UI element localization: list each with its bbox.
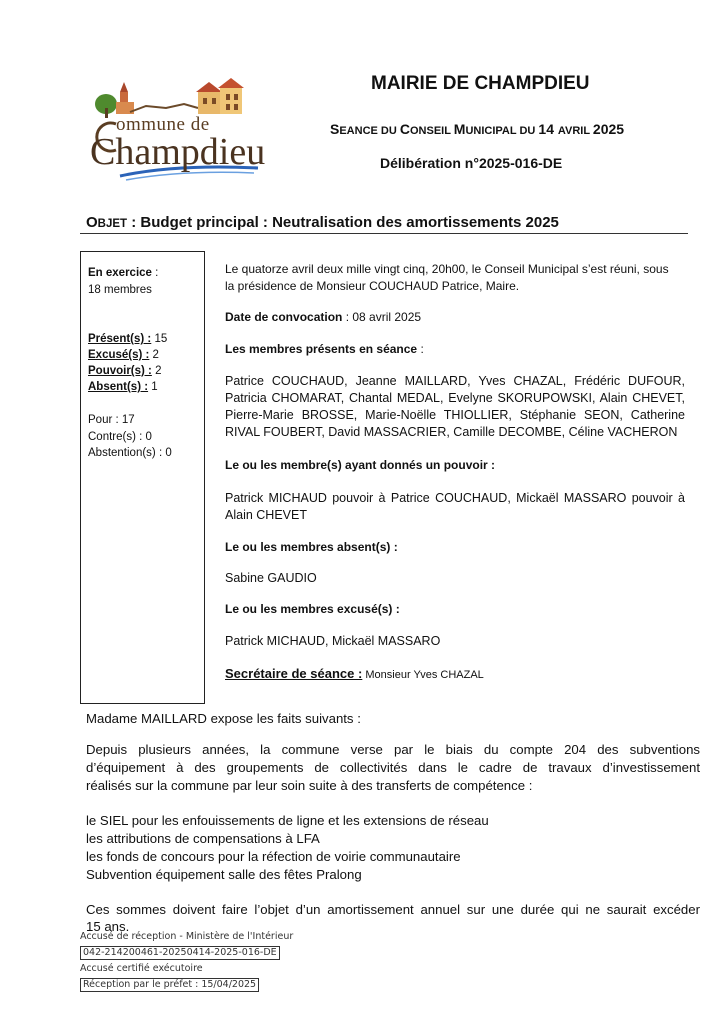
excuses-heading: Le ou les membres excusé(s) :: [225, 602, 400, 616]
excuse-row: Excusé(s) : 2: [88, 349, 159, 361]
en-exercice-row: En exercice :: [88, 267, 159, 279]
present-row: Présent(s) : 15: [88, 333, 168, 345]
vote-summary-box: [80, 251, 205, 704]
en-exercice-value: 18 membres: [88, 284, 152, 296]
excuses-value: Patrick MICHAUD, Mickaël MASSARO: [225, 634, 441, 648]
absent-row: Absent(s) : 1: [88, 381, 158, 393]
pouvoir-heading: Le ou les membre(s) ayant donnés un pouvoir :: [225, 458, 496, 472]
presents-list-line: Patrice COUCHAUD, Jeanne MAILLARD, Yves CHAZAL, Frédéric DUFOUR,: [225, 374, 685, 388]
seance-title: SEANCE DU CONSEIL MUNICIPAL DU 14 AVRIL 2025: [330, 121, 625, 137]
pour-count: Pour : 17: [88, 414, 135, 426]
presents-list-line: Patricia CHOMARAT, Chantal MEDAL, Evelyne SKORUPOWSKI, Alain CHEVET,: [225, 391, 685, 405]
presents-heading: Les membres présents en séance :: [225, 342, 424, 356]
presents-list-line: RIVAL FOUBERT, David MASSACRIER, Camille DECOMBE, Céline VACHERON: [225, 425, 678, 439]
secretaire-row: Secrétaire de séance : Monsieur Yves CHAZAL: [225, 666, 484, 681]
expose-line: Madame MAILLARD expose les faits suivants :: [86, 711, 361, 726]
absents-heading: Le ou les membres absent(s) :: [225, 540, 398, 554]
list-item: Subvention équipement salle des fêtes Pralong: [86, 867, 362, 882]
para1-line: d’équipement à des groupements de collectivités dans le cadre de travaux d’investissement: [86, 760, 700, 775]
commune-logo: [86, 78, 264, 182]
contre-count: Contre(s) : 0: [88, 431, 152, 443]
para2-line: Ces sommes doivent faire l’objet d’un amortissement annuel sur une durée qui ne saurait excéder: [86, 902, 700, 917]
list-item: les fonds de concours pour la réfection de voirie communautaire: [86, 849, 461, 864]
stamp-line: 042-214200461-20250414-2025-016-DE: [80, 946, 280, 960]
intro-line: la présidence de Monsieur COUCHAUD Patrice, Maire.: [225, 279, 520, 293]
para1-line: Depuis plusieurs années, la commune verse par le biais du compte 204 des subventions: [86, 742, 700, 757]
convocation-row: Date de convocation : 08 avril 2025: [225, 310, 422, 324]
abstention-count: Abstention(s) : 0: [88, 447, 172, 459]
stamp-line: Accusé certifié exécutoire: [80, 963, 203, 974]
pouvoir-line: Alain CHEVET: [225, 508, 307, 522]
session-intro: [225, 261, 685, 295]
list-item: le SIEL pour les enfouissements de ligne et les extensions de réseau: [86, 813, 489, 828]
absents-value: Sabine GAUDIO: [225, 571, 317, 585]
pouvoir-row: Pouvoir(s) : 2: [88, 365, 162, 377]
mairie-title: MAIRIE DE CHAMPDIEU: [371, 73, 590, 94]
stamp-line: Réception par le préfet : 15/04/2025: [80, 978, 259, 992]
presents-list-line: Pierre-Marie BROSSE, Marie-Noëlle THIOLLIER, Stéphanie SEON, Catherine: [225, 408, 685, 422]
intro-line: Le quatorze avril deux mille vingt cinq, 20h00, le Conseil Municipal s’est réuni, sous: [225, 262, 669, 276]
deliberation-number: Délibération n°2025-016-DE: [380, 155, 563, 171]
list-item: les attributions de compensations à LFA: [86, 831, 320, 846]
para1-line: réalisés sur la commune par leur soin suite à des transferts de compétence :: [86, 778, 533, 793]
para2-line: 15 ans.: [86, 919, 130, 934]
logo-text-commune: ommune de: [116, 114, 210, 135]
objet-divider: [80, 233, 688, 234]
stamp-line: Accusé de réception - Ministère de l'Intérieur: [80, 931, 294, 942]
pouvoir-line: Patrick MICHAUD pouvoir à Patrice COUCHAUD, Mickaël MASSARO pouvoir à: [225, 491, 685, 505]
logo-text-champdieu: Champdieu: [90, 131, 266, 173]
objet-heading: OBJET : Budget principal : Neutralisation des amortissements 2025: [86, 214, 559, 231]
